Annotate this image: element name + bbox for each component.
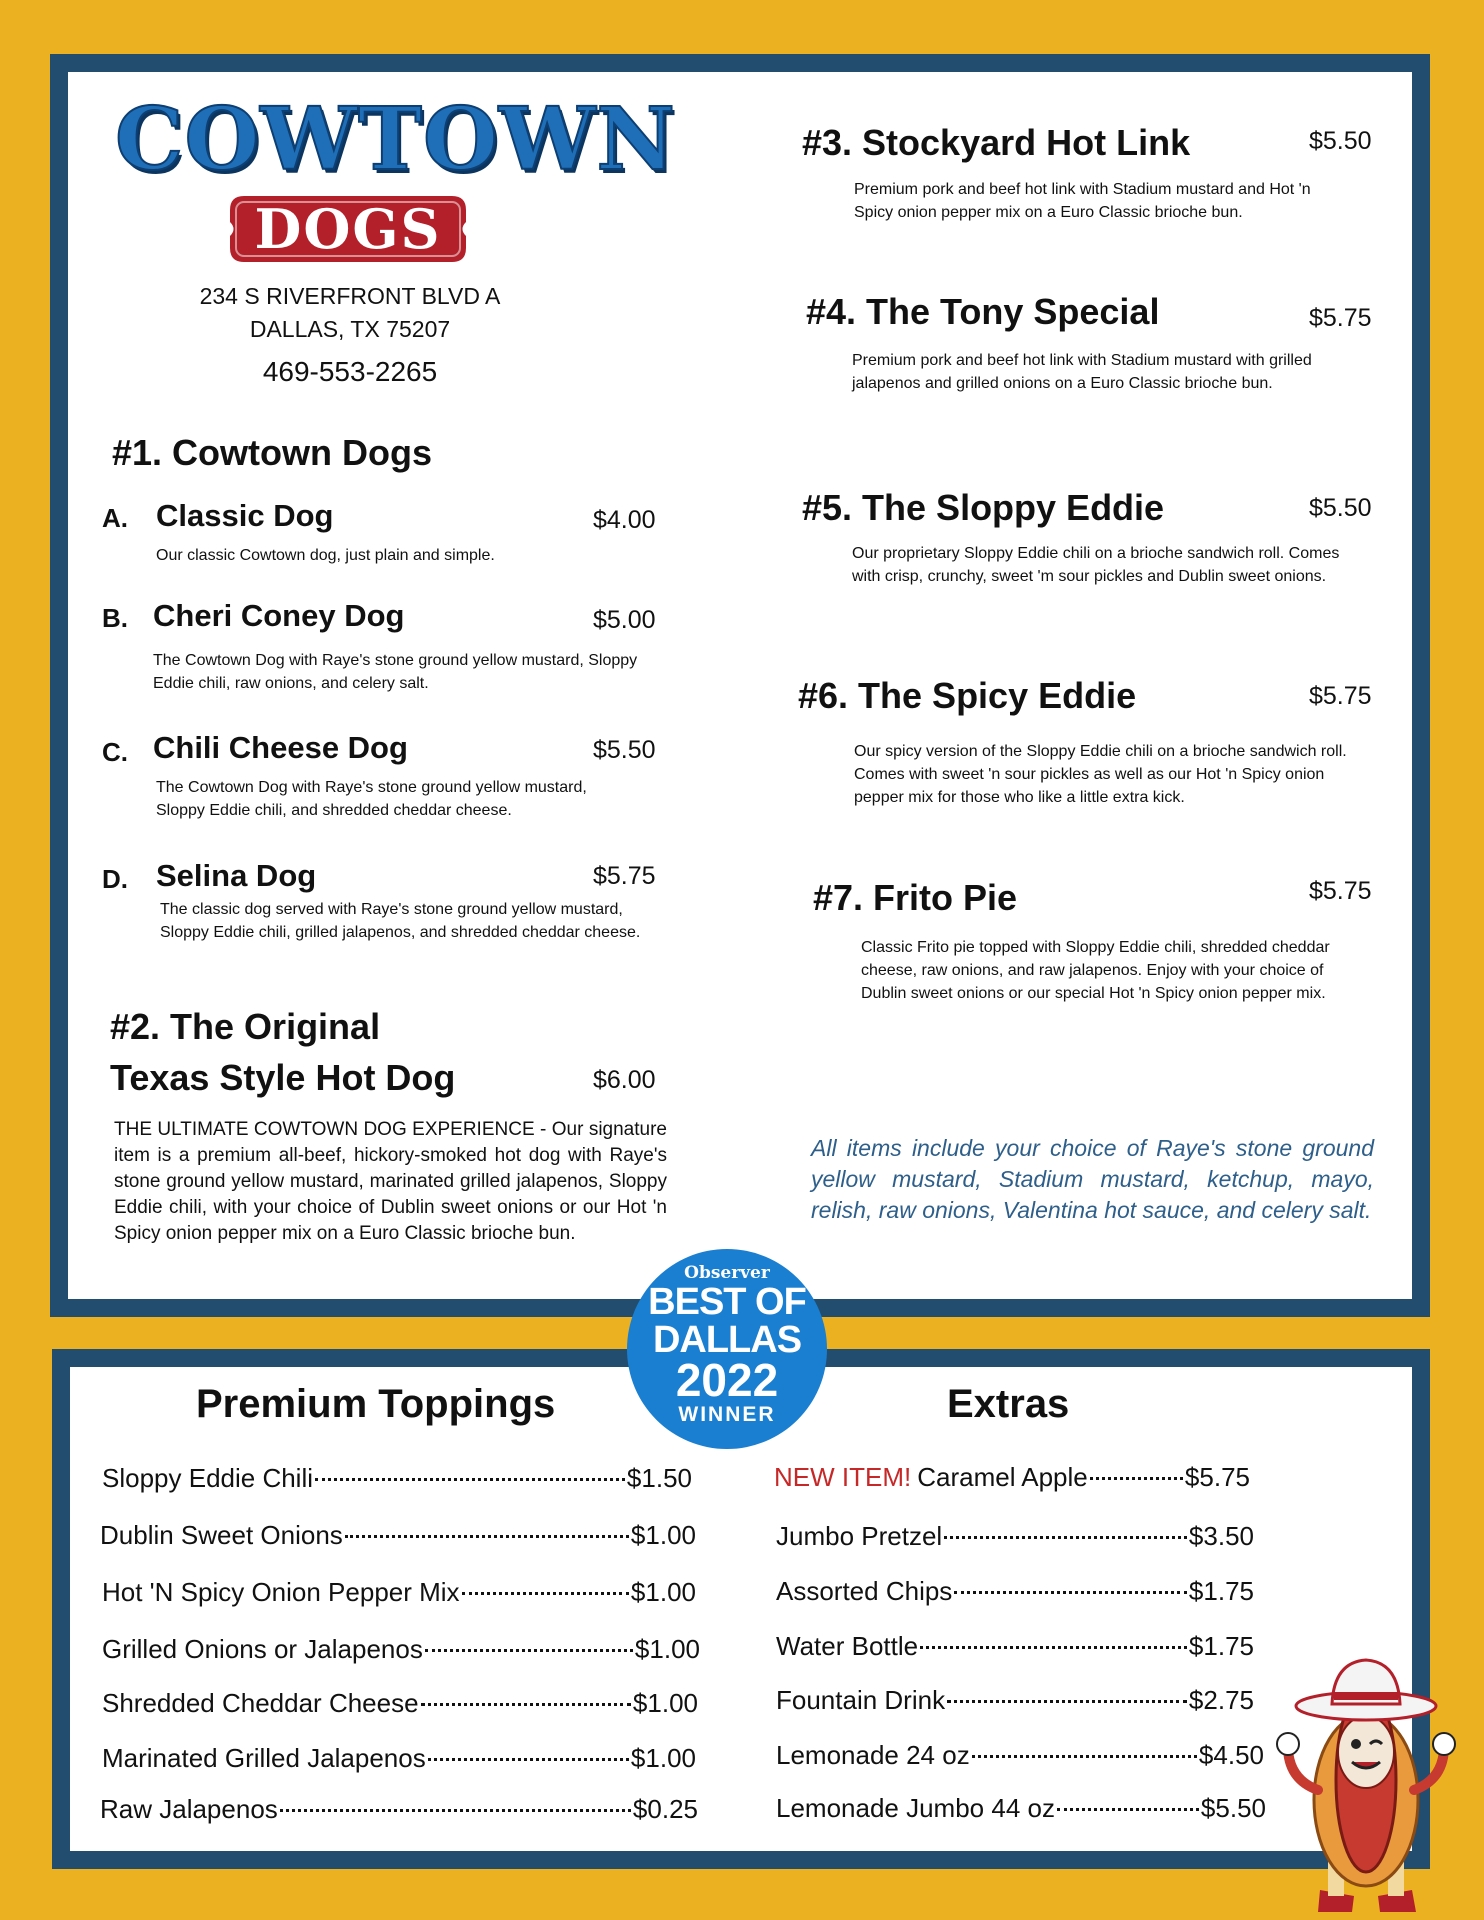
item-title-tony-special: #4. The Tony Special (806, 291, 1160, 332)
item-name-chili-cheese-dog: Chili Cheese Dog (153, 730, 408, 765)
extra-name: Caramel Apple (917, 1462, 1088, 1492)
extra-price: $1.75 (1188, 1631, 1254, 1661)
extra-price: $4.50 (1198, 1740, 1264, 1770)
item-title-spicy-eddie: #6. The Spicy Eddie (798, 675, 1137, 716)
extra-price: $2.75 (1188, 1685, 1254, 1715)
topping-row (102, 1577, 696, 1608)
extra-row (776, 1685, 1254, 1716)
extra-price: $1.75 (1188, 1576, 1254, 1606)
topping-price: $1.00 (634, 1634, 700, 1664)
leader-dots (421, 1703, 631, 1706)
item-description: The Cowtown Dog with Raye's stone ground yellow mustard, Sloppy Eddie chili, raw onions, and celery salt. (153, 652, 638, 692)
extra-row (776, 1793, 1266, 1824)
leader-dots (972, 1755, 1197, 1758)
extra-row (776, 1740, 1264, 1771)
leader-dots (1090, 1477, 1183, 1480)
topping-row (102, 1743, 696, 1774)
item-price: $5.75 (1309, 877, 1372, 905)
badge-publisher: Observer (684, 1263, 770, 1283)
includes-note: All items include your choice of Raye's stone ground yellow mustard, Stadium mustard, ketchup, mayo, relish, raw onions, Valentina hot sauce, and celery salt. (811, 1135, 1374, 1223)
extras-title: Extras (947, 1382, 1070, 1426)
topping-name: Hot 'N Spicy Onion Pepper Mix (102, 1577, 460, 1607)
topping-name: Shredded Cheddar Cheese (102, 1688, 419, 1718)
leader-dots (428, 1758, 629, 1761)
item-name-cheri-coney-dog: Cheri Coney Dog (153, 598, 405, 633)
section-original-title-line2: Texas Style Hot Dog (110, 1057, 456, 1098)
leader-dots (1057, 1808, 1199, 1811)
topping-price: $1.50 (626, 1463, 692, 1493)
leader-dots (920, 1646, 1187, 1649)
new-item-tag: NEW ITEM! (774, 1462, 912, 1492)
leader-dots (944, 1536, 1187, 1539)
topping-price: $1.00 (630, 1577, 696, 1607)
extra-row (774, 1462, 1250, 1493)
extra-name: Jumbo Pretzel (776, 1521, 943, 1551)
item-description: The classic dog served with Raye's stone ground yellow mustard, Sloppy Eddie chili, grilled jalapenos, and shredded cheddar cheese. (160, 901, 641, 941)
leader-dots (954, 1591, 1187, 1594)
item-price: $5.00 (593, 606, 656, 634)
extra-name: Assorted Chips (776, 1576, 953, 1606)
item-description: Classic Frito pie topped with Sloppy Eddie chili, shredded cheddar cheese, raw onions, and raw jalapenos. Enjoy with your choice of Dublin sweet onions or our special Hot 'n Spicy onion pepper mix. (861, 939, 1330, 1002)
hot-dog-mascot-icon (1270, 1640, 1460, 1920)
brand-logo-dogs (230, 196, 466, 262)
leader-dots (345, 1535, 629, 1538)
topping-name: Raw Jalapenos (100, 1794, 278, 1824)
original-price: $6.00 (593, 1066, 656, 1094)
best-of-dallas-badge (627, 1249, 827, 1449)
item-description: Our classic Cowtown dog, just plain and simple. (156, 547, 495, 564)
topping-row (100, 1794, 698, 1825)
item-letter: B. (102, 603, 128, 633)
item-title-sloppy-eddie: #5. The Sloppy Eddie (802, 487, 1165, 528)
toppings-title: Premium Toppings (196, 1382, 556, 1426)
item-price: $5.50 (1309, 127, 1372, 155)
extra-row (776, 1521, 1254, 1552)
topping-price: $0.25 (632, 1794, 698, 1824)
badge-line1: BEST OF (648, 1281, 806, 1323)
topping-price: $1.00 (630, 1743, 696, 1773)
topping-row (102, 1463, 692, 1494)
item-title-stockyard-hot-link: #3. Stockyard Hot Link (802, 122, 1191, 163)
leader-dots (462, 1592, 629, 1595)
topping-price: $1.00 (630, 1520, 696, 1550)
topping-name: Grilled Onions or Jalapenos (102, 1634, 423, 1664)
item-description: Premium pork and beef hot link with Stadium mustard and Hot 'n Spicy onion pepper mix on a Euro Classic brioche bun. (854, 181, 1311, 221)
item-letter: D. (102, 864, 128, 894)
item-description: The Cowtown Dog with Raye's stone ground yellow mustard, Sloppy Eddie chili, and shredded cheddar cheese. (156, 779, 587, 819)
original-description: THE ULTIMATE COWTOWN DOG EXPERIENCE - Our signature item is a premium all-beef, hickory-smoked hot dog with Raye's stone ground yellow mustard, marinated grilled jalapenos, Sloppy Eddie chili, with your choice of Dublin sweet onions or our Hot 'n Spicy onion pepper mix on a Euro Classic brioche bun. (114, 1119, 667, 1244)
topping-price: $1.00 (632, 1688, 698, 1718)
topping-row (100, 1520, 696, 1551)
item-description: Our spicy version of the Sloppy Eddie chili on a brioche sandwich roll. Comes with sweet 'n sour pickles as well as our Hot 'n Spicy onion pepper mix for those who like a little extra kick. (854, 743, 1347, 806)
section-original-title-line1: #2. The Original (110, 1006, 381, 1047)
item-price: $5.50 (1309, 494, 1372, 522)
leader-dots (315, 1478, 625, 1481)
topping-name: Dublin Sweet Onions (100, 1520, 343, 1550)
leader-dots (947, 1700, 1187, 1703)
badge-label: WINNER (678, 1403, 776, 1426)
item-letter: C. (102, 737, 128, 767)
item-price: $5.75 (1309, 682, 1372, 710)
brand-logo-cowtown: COWTOWN (115, 89, 677, 190)
extra-row (776, 1576, 1254, 1607)
item-price: $4.00 (593, 506, 656, 534)
topping-name: Marinated Grilled Jalapenos (102, 1743, 426, 1773)
item-description: Our proprietary Sloppy Eddie chili on a brioche sandwich roll. Comes with crisp, crunchy, sweet 'm sour pickles and Dublin sweet onions. (852, 545, 1340, 585)
brand-logo-dogs-text: DOGS (254, 197, 442, 261)
section-cowtown-dogs-title: #1. Cowtown Dogs (112, 432, 433, 473)
item-letter: A. (102, 503, 128, 533)
extra-price: $5.50 (1200, 1793, 1266, 1823)
item-name-selina-dog: Selina Dog (156, 858, 317, 893)
extra-price: $5.75 (1184, 1462, 1250, 1492)
item-name-classic-dog: Classic Dog (156, 498, 334, 533)
extra-name: Fountain Drink (776, 1685, 946, 1715)
extra-name: Lemonade Jumbo 44 oz (776, 1793, 1055, 1823)
badge-year: 2022 (675, 1354, 779, 1406)
phone-number: 469-553-2265 (262, 356, 438, 387)
address-line-2: DALLAS, TX 75207 (249, 316, 451, 342)
extra-row (776, 1631, 1254, 1662)
item-price: $5.75 (593, 862, 656, 890)
item-title-frito-pie: #7. Frito Pie (813, 877, 1018, 918)
leader-dots (280, 1809, 631, 1812)
badge-line2: DALLAS (652, 1319, 802, 1361)
topping-name: Sloppy Eddie Chili (102, 1463, 314, 1493)
leader-dots (425, 1649, 633, 1652)
extra-price: $3.50 (1188, 1521, 1254, 1551)
item-description: Premium pork and beef hot link with Stadium mustard with grilled jalapenos and grilled onions on a Euro Classic brioche bun. (852, 352, 1312, 392)
item-price: $5.75 (1309, 304, 1372, 332)
extra-name: Water Bottle (776, 1631, 919, 1661)
address-line-1: 234 S RIVERFRONT BLVD A (199, 283, 501, 309)
topping-row (102, 1634, 700, 1665)
item-price: $5.50 (593, 736, 656, 764)
extra-name: Lemonade 24 oz (776, 1740, 970, 1770)
topping-row (102, 1688, 698, 1719)
